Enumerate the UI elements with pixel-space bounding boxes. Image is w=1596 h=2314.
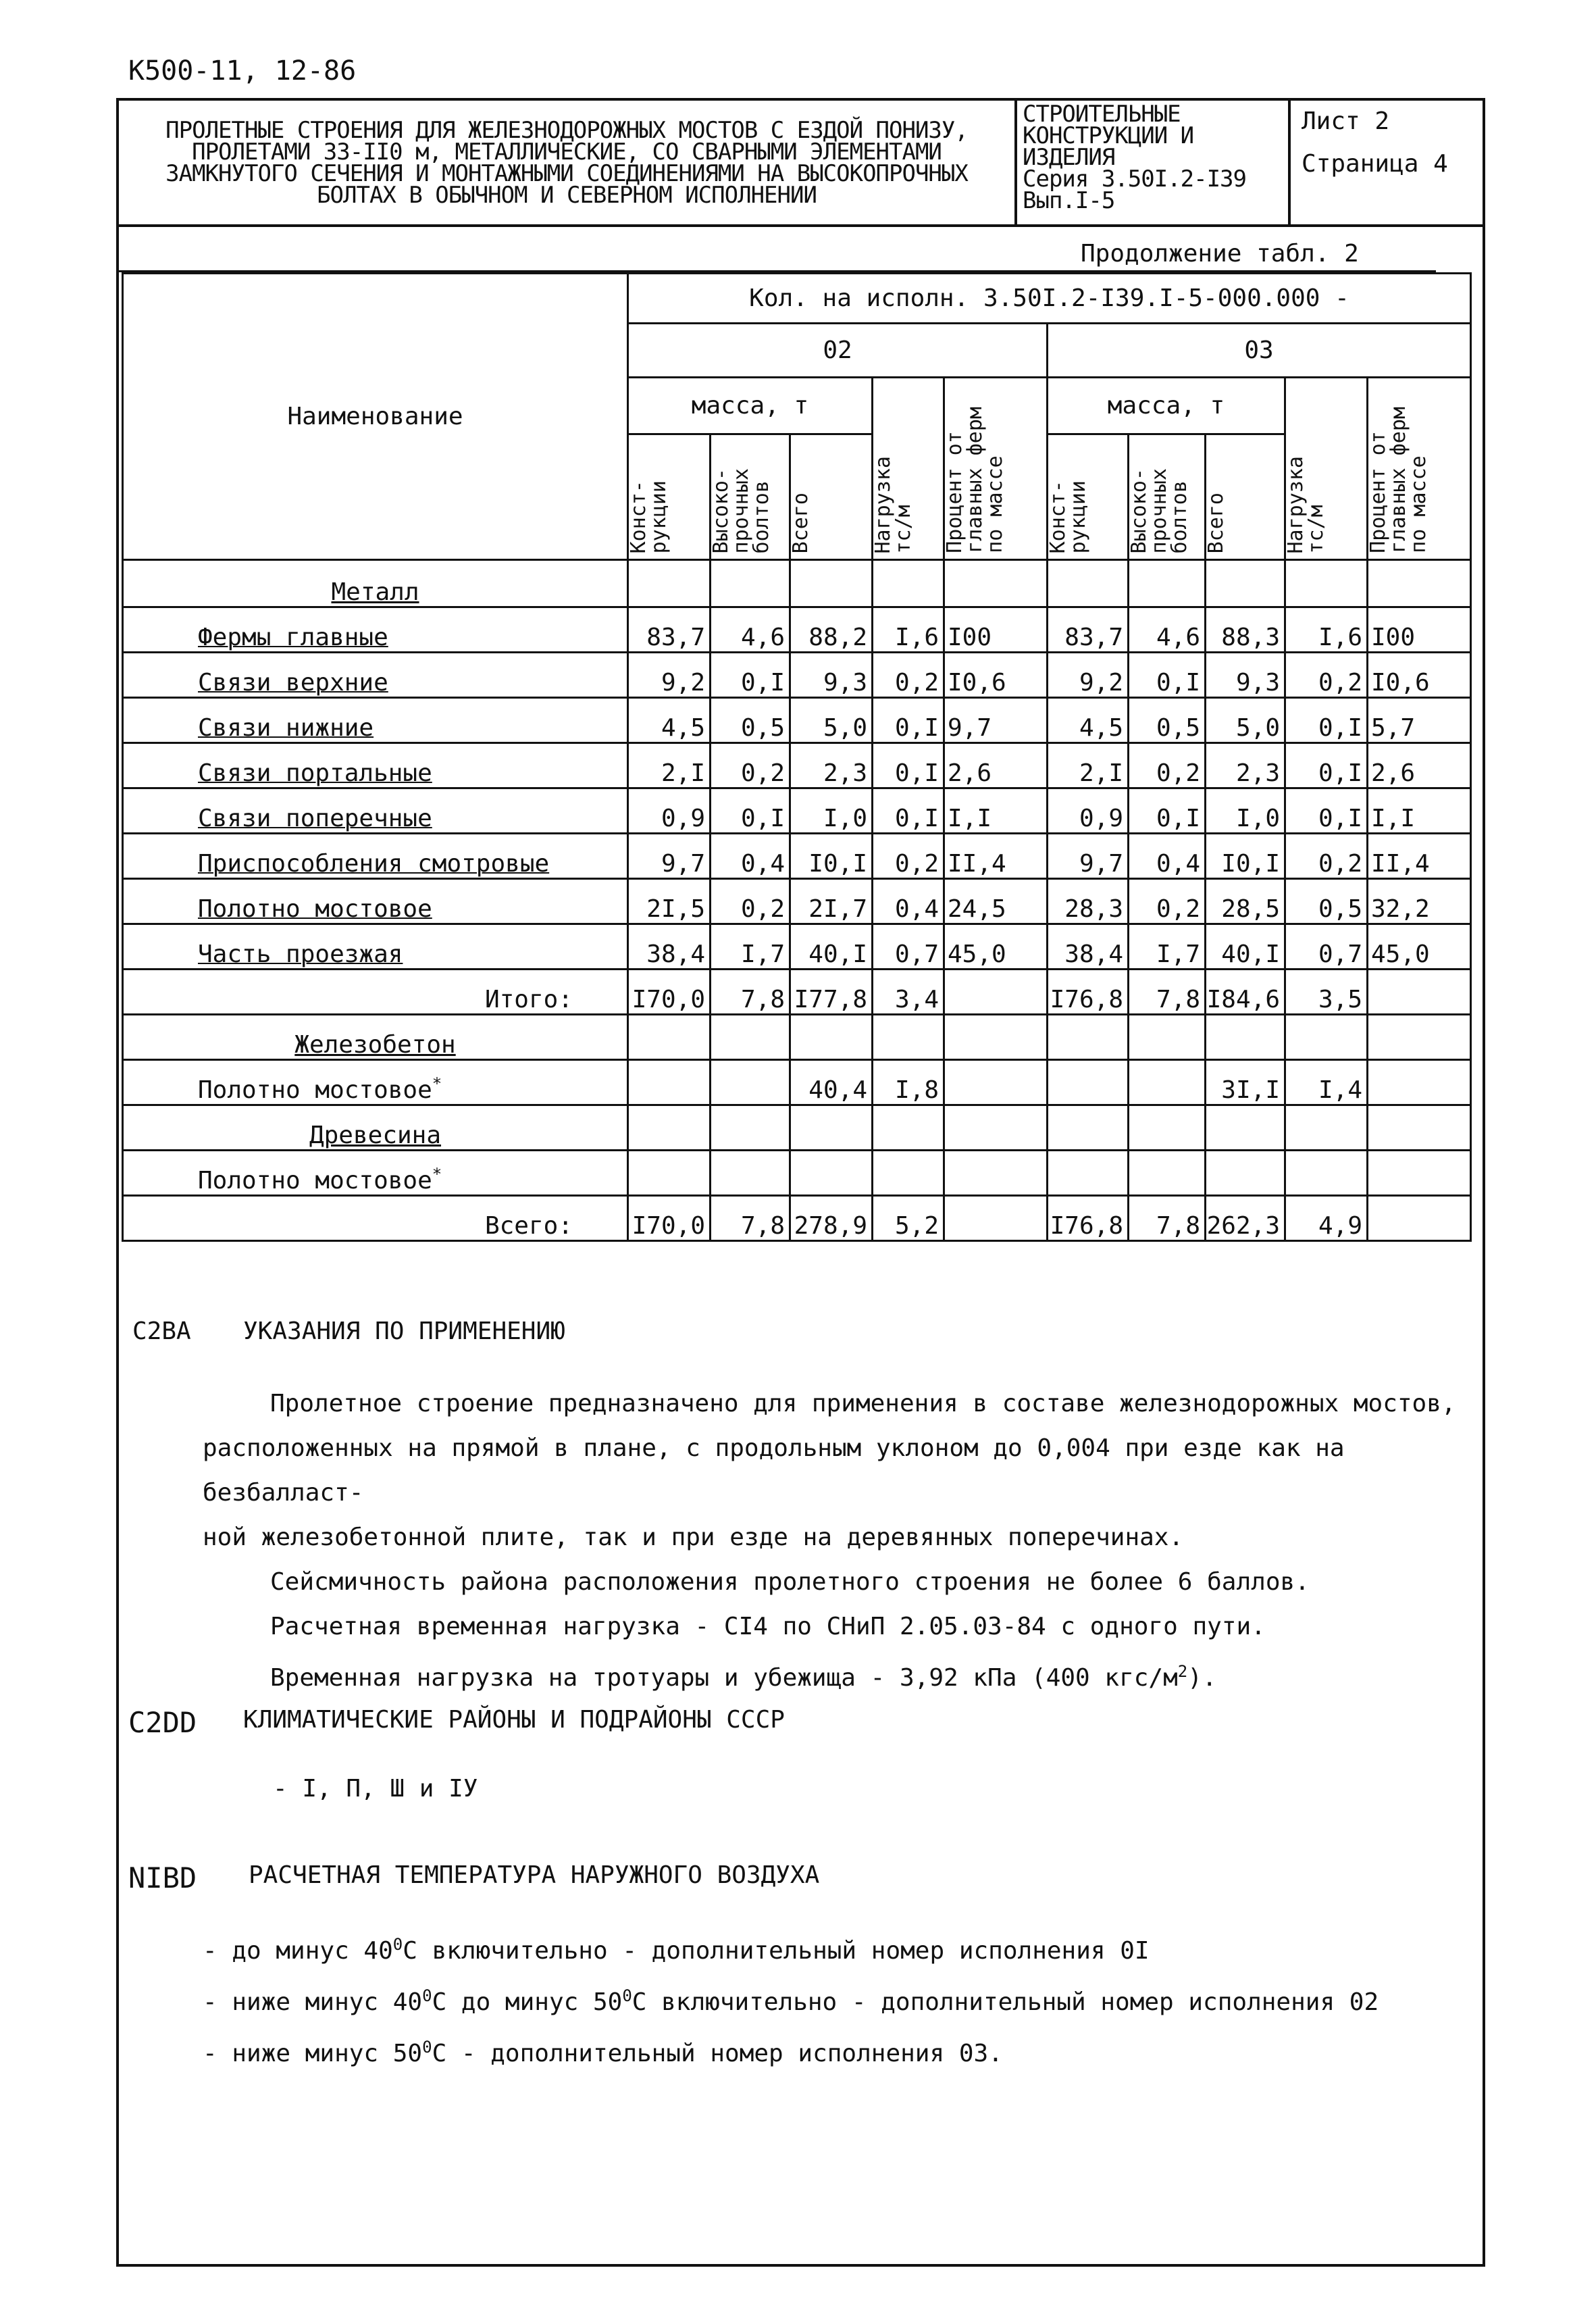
table-cell: 83,7: [628, 607, 711, 653]
table-cell: 4,5: [628, 698, 711, 743]
table-cell: 7,8: [1129, 1196, 1206, 1241]
table-cell: [628, 1060, 711, 1105]
stamp-title-line: ПРОЛЕТНЫЕ СТРОЕНИЯ ДЛЯ ЖЕЛЕЗНОДОРОЖНЫХ МОСТОВ С ЕЗДОЙ ПОНИЗУ,: [165, 116, 968, 144]
wood-row-label: [123, 1151, 628, 1196]
section-title: КЛИМАТИЧЕСКИЕ РАЙОНЫ И ПОДРАЙОНЫ СССР: [243, 1706, 785, 1734]
table-cell: 0,I: [873, 788, 944, 834]
section-title: УКАЗАНИЯ ПО ПРИМЕНЕНИЮ: [243, 1317, 565, 1345]
table-cell: I,8: [873, 1060, 944, 1105]
footnote-mark: *: [432, 1165, 442, 1184]
table-cell: I70,0: [628, 970, 711, 1015]
section-concrete: Железобетон: [123, 1015, 628, 1060]
table-cell: 2I,5: [628, 879, 711, 924]
concrete-row-label: [123, 1060, 628, 1105]
mass-table: [122, 272, 1472, 1242]
table-cell: 0,2: [1129, 743, 1206, 788]
table-cell: I00: [1368, 607, 1471, 653]
table-cell: 0,I: [1285, 788, 1368, 834]
table-cell: [944, 970, 1048, 1015]
table-cell: 0,2: [873, 834, 944, 879]
data-rows: [123, 607, 1471, 970]
table-cell: 7,8: [1129, 970, 1206, 1015]
section-wood: Древесина: [123, 1105, 628, 1151]
stamp-title: [119, 101, 1017, 227]
section-code: NIBD: [128, 1861, 197, 1894]
table-cell: 5,0: [790, 698, 873, 743]
table-row: [123, 834, 1471, 879]
table-cell: II,4: [1368, 834, 1471, 879]
table-cell: 0,2: [711, 743, 790, 788]
table-cell: I77,8: [790, 970, 873, 1015]
construct-header: [628, 434, 711, 560]
table-cell: I,6: [1285, 607, 1368, 653]
percent-header-text: Процент от главных ферм по массе: [1366, 407, 1431, 553]
table-cell: 0,5: [1285, 879, 1368, 924]
total-header-text: Всего: [1204, 492, 1228, 553]
table-cell: [944, 1196, 1048, 1241]
table-cell: 28,5: [1206, 879, 1285, 924]
temp-text: С до минус 50: [432, 1988, 623, 2016]
degree-mark: 0: [622, 1986, 632, 2005]
table-cell: II,4: [944, 834, 1048, 879]
temp-line: [203, 1973, 1379, 2025]
climate-line: - I, П, Ш и IУ: [273, 1775, 478, 1803]
table-cell: 40,I: [1206, 924, 1285, 970]
section-title: РАСЧЕТНАЯ ТЕМПЕРАТУРА НАРУЖНОГО ВОЗДУХА: [249, 1861, 820, 1889]
table-cell: I76,8: [1048, 970, 1129, 1015]
table-cell: 0,5: [1129, 698, 1206, 743]
table-cell: 0,I: [1285, 698, 1368, 743]
table-cell: I,7: [1129, 924, 1206, 970]
bolts-header: [711, 434, 790, 560]
table-cell: 4,6: [711, 607, 790, 653]
stamp-title-line: БОЛТАХ В ОБЫЧНОМ И СЕВЕРНОМ ИСПОЛНЕНИИ: [317, 181, 817, 209]
table-cell: 0,I: [711, 788, 790, 834]
qty-header: Кол. на исполн. 3.50I.2-I39.I-5-000.000 -: [628, 274, 1471, 324]
total-row: [123, 1196, 1471, 1241]
para-line: Пролетное строение предназначено для применения в составе железнодорожных мостов,: [270, 1390, 1456, 1417]
table-cell: 24,5: [944, 879, 1048, 924]
table-cell: I0,I: [1206, 834, 1285, 879]
table-cell: 0,I: [1129, 788, 1206, 834]
table-cell: 2,6: [1368, 743, 1471, 788]
para-text: Временная нагрузка на тротуары и убежища - 3,92 кПа (400 кгс/м: [270, 1664, 1178, 1692]
table-cell: 0,I: [711, 653, 790, 698]
table-cell: 0,I: [873, 743, 944, 788]
table-cell: 0,2: [1129, 879, 1206, 924]
degree-mark: 0: [392, 1935, 403, 1954]
load-header: [873, 378, 944, 560]
table-cell: 4,9: [1285, 1196, 1368, 1241]
table-cell: 0,2: [1285, 834, 1368, 879]
table-cell: 5,2: [873, 1196, 944, 1241]
temp-text: С включительно - дополнительный номер исполнения 02: [632, 1988, 1379, 2016]
table-cell: 88,3: [1206, 607, 1285, 653]
table-row: [123, 607, 1471, 653]
row-label: Фермы главные: [123, 607, 628, 653]
row-label: Связи портальные: [123, 743, 628, 788]
table-cell: I0,6: [1368, 653, 1471, 698]
para-line: Сейсмичность района расположения пролетного строения не более 6 баллов.: [270, 1568, 1310, 1596]
table-cell: I0,I: [790, 834, 873, 879]
table-cell: 45,0: [1368, 924, 1471, 970]
table-cell: 0,5: [711, 698, 790, 743]
table-cell: I,I: [944, 788, 1048, 834]
row-label: Связи верхние: [123, 653, 628, 698]
load-header: [1285, 378, 1368, 560]
construct-header-text: Конст- рукции: [627, 480, 671, 553]
table-caption: Продолжение табл. 2: [1081, 240, 1359, 268]
table-cell: 0,2: [711, 879, 790, 924]
load-header-text: Нагрузка тс/м: [871, 455, 915, 553]
wood-row-name: Полотно мостовое: [198, 1167, 432, 1194]
table-cell: [711, 1060, 790, 1105]
table-row: [123, 924, 1471, 970]
table-cell: 9,2: [628, 653, 711, 698]
table-cell: 0,7: [873, 924, 944, 970]
table-cell: I,6: [873, 607, 944, 653]
table-cell: 9,3: [790, 653, 873, 698]
stamp-sheet: [1291, 101, 1483, 227]
table-cell: 278,9: [790, 1196, 873, 1241]
table-cell: 3,4: [873, 970, 944, 1015]
table-cell: 45,0: [944, 924, 1048, 970]
table-cell: [1368, 1060, 1471, 1105]
construct-header: [1048, 434, 1129, 560]
temp-text: - до минус 40: [203, 1937, 393, 1965]
table-cell: 9,3: [1206, 653, 1285, 698]
degree-mark: 0: [422, 1986, 432, 2005]
stamp-series-line: Вып.I-5: [1023, 187, 1115, 214]
table-row: [123, 743, 1471, 788]
bolts-header-text: Высоко- прочных болтов: [1127, 468, 1191, 553]
table-row: [123, 653, 1471, 698]
table-cell: 5,7: [1368, 698, 1471, 743]
superscript: 2: [1177, 1662, 1188, 1681]
table-cell: 0,I: [873, 698, 944, 743]
table-cell: 9,2: [1048, 653, 1129, 698]
name-header: Наименование: [123, 274, 628, 560]
table-cell: I,4: [1285, 1060, 1368, 1105]
stamp-series-line: Серия 3.50I.2-I39: [1023, 166, 1246, 193]
table-cell: 4,5: [1048, 698, 1129, 743]
degree-mark: 0: [422, 2038, 432, 2057]
para-line: ной железобетонной плите, так и при езде на деревянных поперечинах.: [203, 1524, 1184, 1551]
table-cell: 0,7: [1285, 924, 1368, 970]
load-header-text: Нагрузка тс/м: [1284, 455, 1328, 553]
table-cell: 38,4: [628, 924, 711, 970]
temp-text: - ниже минус 40: [203, 1988, 423, 2016]
sheet-number: Лист 2: [1302, 107, 1390, 135]
table-cell: I84,6: [1206, 970, 1285, 1015]
variant-header-03: 03: [1048, 324, 1471, 378]
temp-text: С включительно - дополнительный номер исполнения 0I: [403, 1937, 1150, 1965]
table-cell: 2,I: [1048, 743, 1129, 788]
row-label: Приспособления смотровые: [123, 834, 628, 879]
table-cell: I00: [944, 607, 1048, 653]
row-label: Связи нижние: [123, 698, 628, 743]
stamp-series-line: КОНСТРУКЦИИ И: [1023, 122, 1194, 149]
stamp-series-line: ИЗДЕЛИЯ: [1023, 144, 1115, 171]
table-cell: 7,8: [711, 1196, 790, 1241]
table-cell: I,7: [711, 924, 790, 970]
percent-header: [944, 378, 1048, 560]
table-cell: 0,4: [1129, 834, 1206, 879]
percent-header-text: Процент от главных ферм по массе: [943, 407, 1007, 553]
para-line: расположенных на прямой в плане, с продольным уклоном до 0,004 при езде как на безбалласт-: [203, 1434, 1345, 1507]
table-cell: I,0: [790, 788, 873, 834]
table-row: [123, 879, 1471, 924]
table-cell: 2I,7: [790, 879, 873, 924]
table-cell: 0,I: [1285, 743, 1368, 788]
table-cell: 38,4: [1048, 924, 1129, 970]
table-cell: 0,4: [711, 834, 790, 879]
table-cell: 2,I: [628, 743, 711, 788]
table-row: [123, 788, 1471, 834]
bolts-header-text: Высоко- прочных болтов: [709, 468, 773, 553]
subtotal-label: Итого:: [123, 970, 628, 1015]
table-cell: 0,I: [1129, 653, 1206, 698]
table-cell: 3,5: [1285, 970, 1368, 1015]
page-number: Страница 4: [1302, 150, 1448, 178]
section-code: С2DD: [128, 1706, 197, 1739]
concrete-row: [123, 1060, 1471, 1105]
construct-header-text: Конст- рукции: [1046, 480, 1090, 553]
total-label: Всего:: [123, 1196, 628, 1241]
table-cell: [1129, 1060, 1206, 1105]
concrete-row-name: Полотно мостовое: [198, 1076, 432, 1104]
table-cell: [1368, 970, 1471, 1015]
document-code: К500-11, 12-86: [128, 55, 357, 86]
table-cell: 5,0: [1206, 698, 1285, 743]
table-cell: 32,2: [1368, 879, 1471, 924]
table-cell: 0,9: [628, 788, 711, 834]
footnote-mark: *: [432, 1074, 442, 1093]
stamp-title-line: ПРОЛЕТАМИ 33-II0 м, МЕТАЛЛИЧЕСКИЕ, СО СВАРНЫМИ ЭЛЕМЕНТАМИ: [192, 138, 942, 166]
mass-header: масса, т: [628, 378, 873, 434]
table-cell: 0,2: [1285, 653, 1368, 698]
subtotal-row: [123, 970, 1471, 1015]
table-cell: 9,7: [944, 698, 1048, 743]
variant-header-02: 02: [628, 324, 1048, 378]
stamp-series: [1017, 101, 1291, 227]
table-cell: 83,7: [1048, 607, 1129, 653]
table-cell: 3I,I: [1206, 1060, 1285, 1105]
stamp-title-line: ЗАМКНУТОГО СЕЧЕНИЯ И МОНТАЖНЫМИ СОЕДИНЕНИЯМИ НА ВЫСОКОПРОЧНЫХ: [165, 159, 968, 187]
temp-text: С - дополнительный номер исполнения 03.: [432, 2040, 1003, 2067]
usage-paragraph: [203, 1382, 1472, 1701]
mass-header: масса, т: [1048, 378, 1285, 434]
section-code: С2ВА: [132, 1317, 191, 1345]
table-cell: 7,8: [711, 970, 790, 1015]
section-metal: Металл: [123, 560, 628, 607]
table-cell: I,I: [1368, 788, 1471, 834]
table-cell: I76,8: [1048, 1196, 1129, 1241]
table-cell: 0,2: [873, 653, 944, 698]
table-cell: 262,3: [1206, 1196, 1285, 1241]
table-cell: [1048, 1060, 1129, 1105]
temp-line: [203, 1922, 1379, 1973]
temp-text: - ниже минус 50: [203, 2040, 423, 2067]
para-line: Расчетная временная нагрузка - СI4 по СНиП 2.05.03-84 с одного пути.: [270, 1613, 1266, 1640]
row-label: Связи поперечные: [123, 788, 628, 834]
percent-header: [1368, 378, 1471, 560]
table-cell: 2,6: [944, 743, 1048, 788]
total-header: [790, 434, 873, 560]
table-cell: 4,6: [1129, 607, 1206, 653]
bolts-header: [1129, 434, 1206, 560]
table-cell: I,0: [1206, 788, 1285, 834]
para-text: ).: [1187, 1664, 1217, 1692]
table-cell: 88,2: [790, 607, 873, 653]
table-cell: 2,3: [790, 743, 873, 788]
table-cell: 28,3: [1048, 879, 1129, 924]
total-header: [1206, 434, 1285, 560]
total-header-text: Всего: [789, 492, 813, 553]
para-line: [203, 1649, 1472, 1701]
table-cell: [1368, 1196, 1471, 1241]
table-cell: 40,4: [790, 1060, 873, 1105]
table-cell: I70,0: [628, 1196, 711, 1241]
table-cell: 9,7: [628, 834, 711, 879]
table-cell: 0,9: [1048, 788, 1129, 834]
table-row: [123, 698, 1471, 743]
table-cell: 40,I: [790, 924, 873, 970]
stamp-series-line: СТРОИТЕЛЬНЫЕ: [1023, 101, 1181, 128]
table-cell: 0,4: [873, 879, 944, 924]
temperature-list: [203, 1922, 1379, 2076]
table-cell: 9,7: [1048, 834, 1129, 879]
table-cell: I0,6: [944, 653, 1048, 698]
row-label: Часть проезжая: [123, 924, 628, 970]
temp-line: [203, 2025, 1379, 2076]
table-cell: [944, 1060, 1048, 1105]
row-label: Полотно мостовое: [123, 879, 628, 924]
table-cell: 2,3: [1206, 743, 1285, 788]
